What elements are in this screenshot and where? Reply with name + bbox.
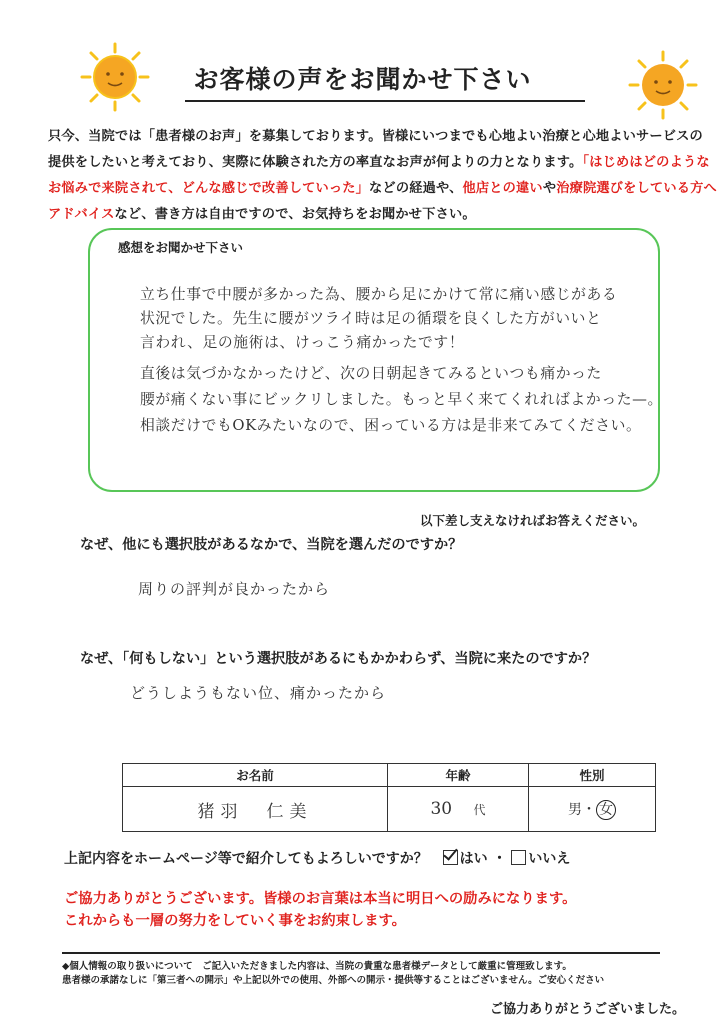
consent-yes-label: はい: [459, 851, 488, 867]
comment-line-6: 相談だけでもOKみたいなので、困っている方は是非来てみてください。: [140, 417, 642, 434]
comment-line-5: 腰が痛くない事にビックリしました。もっと早く来てくれればよかった—。: [140, 391, 663, 408]
intro-line-3-mid: や: [542, 181, 557, 196]
comment-box: [88, 228, 663, 492]
intro-line-2-highlight: 「はじめはどのような: [582, 155, 710, 170]
checkbox-no: [511, 850, 526, 865]
comment-box-label: 感想をお聞かせ下さい: [118, 240, 244, 255]
optional-note: 以下差し支えなければお答えください。: [420, 513, 646, 528]
gender-female-selected: 女: [596, 800, 616, 820]
intro-line-2: [48, 150, 718, 176]
consent-row: [64, 848, 570, 868]
consent-question: 上記内容をホームページ等で紹介してもよろしいですか？: [64, 851, 428, 867]
answer-2: どうしようもない位、痛かったから: [130, 684, 387, 702]
title-underline: [185, 100, 585, 102]
age-suffix: 代: [473, 803, 486, 817]
header-gender: 性別: [529, 764, 656, 787]
thanks-line-1: ご協力ありがとうございます。皆様のお言葉は本当に明日への励みになります。: [64, 891, 577, 907]
answer-1: 周りの評判が良かったから: [138, 580, 331, 598]
intro-line-1: 只今、当院では「患者様のお声」を募集しております。皆様にいつまでも心地よい治療と心地よいサービスの: [48, 129, 703, 144]
comment-line-3: 言われ、足の施術は、けっこう痛かったです！: [140, 334, 465, 351]
header-age: 年齢: [388, 764, 529, 787]
age-cell: [388, 787, 529, 832]
info-table: [122, 763, 656, 832]
intro-line-3-highlight: お悩みで来院されて、どんな感じで改善していった」: [48, 181, 370, 196]
intro-line-4-highlight: アドバイス: [48, 207, 115, 222]
privacy-line-1: ◆個人情報の取り扱いについて ご記入いただきました内容は、当院の貴重な患者様データとして厳重に管理致します。: [62, 961, 572, 972]
page-title: お客様の声をお聞かせ下さい: [193, 65, 532, 94]
comment-line-2: 状況でした。先生に腰がツライ時は足の循環を良くした方がいいと: [140, 310, 602, 327]
gender-cell: [529, 787, 656, 832]
intro-line-3-highlight-2: 他店との違い: [462, 181, 543, 196]
question-2: なぜ、「何もしない」という選択肢があるにもかかわらず、当院に来たのですか？: [80, 651, 597, 667]
intro-line-2-text: 提供をしたいと考えており、実際に体験された方の率直なお声が何よりの力となります。: [48, 155, 583, 170]
footer-divider: [62, 952, 660, 954]
header-name: お名前: [123, 764, 388, 787]
consent-sep: ・: [492, 851, 507, 867]
checkbox-yes-checked: [443, 850, 458, 865]
intro-text: [48, 124, 718, 228]
consent-yes-option: [443, 851, 493, 867]
gender-sep: ・: [582, 801, 596, 818]
gender-male: 男: [568, 801, 582, 818]
intro-line-3-highlight-3: 治療院選びをしている方へ: [556, 181, 717, 196]
privacy-line-2: 患者様の承諾なしに「第三者への開示」や上記以外での使用、外部への開示・提供等することはございません。ご安心ください: [62, 975, 605, 986]
question-1: なぜ、他にも選択肢があるなかで、当院を選んだのですか？: [80, 537, 463, 553]
consent-no-option: [506, 851, 570, 867]
age-value: 30: [430, 799, 453, 819]
comment-line-4: 直後は気づかなかったけど、次の日朝起きてみるといつも痛かった: [140, 365, 602, 382]
intro-line-4-text: など、書き方は自由ですので、お気持ちをお聞かせ下さい。: [114, 207, 476, 222]
intro-line-3: [48, 176, 718, 202]
closing-message: ご協力ありがとうございました。: [490, 1002, 686, 1017]
comment-line-1: 立ち仕事で中腰が多かった為、腰から足にかけて常に痛い感じがある: [140, 286, 618, 303]
consent-no-label: いいえ: [528, 851, 571, 867]
intro-line-3-text: などの経過や、: [369, 181, 463, 196]
intro-line-4: [48, 202, 718, 228]
thanks-line-2: これからも一層の努力をしていく事をお約束します。: [64, 913, 406, 929]
name-value: 猪羽 仁美: [123, 787, 388, 832]
